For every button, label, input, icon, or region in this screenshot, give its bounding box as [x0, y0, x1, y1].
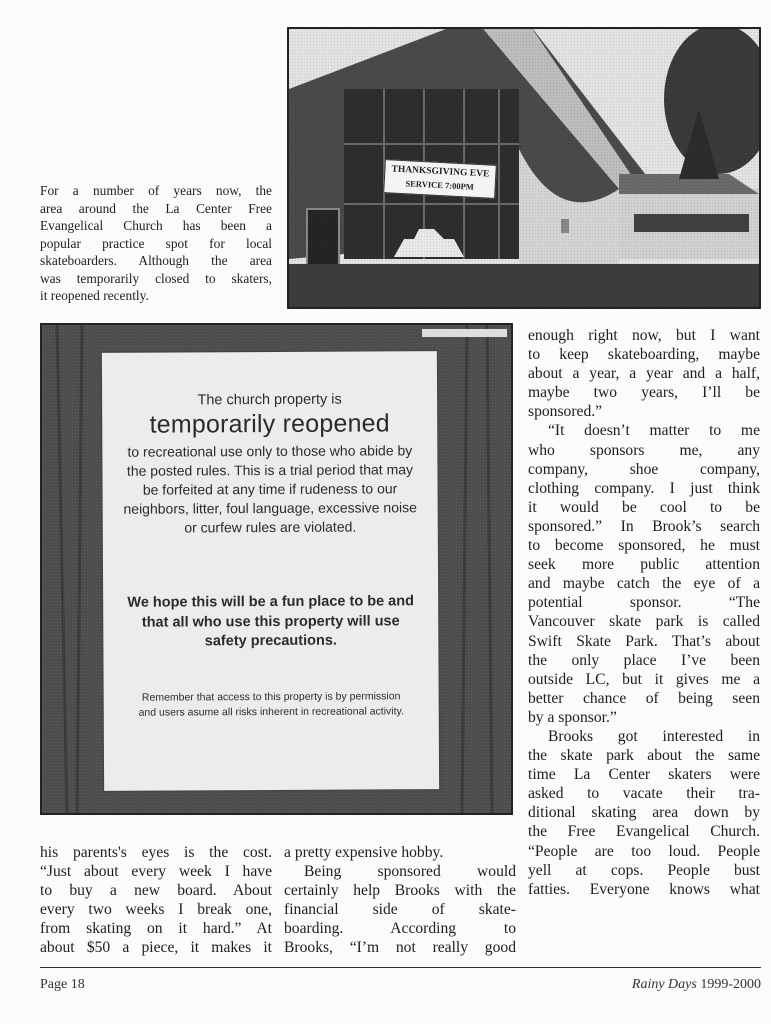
text-line: about a year, a year and a half,: [528, 365, 760, 383]
publication-credit: [632, 977, 761, 993]
text-line: to become sponsored, he must: [528, 537, 760, 555]
text-line: company, shoe company,: [528, 460, 760, 478]
church-illustration: [289, 29, 759, 307]
text-line: Swift Skate Park. That’s about: [528, 632, 760, 650]
text-line: the only place I’ve been: [528, 651, 760, 669]
text-line: yell at cops. People bust: [528, 861, 760, 879]
article-column-right: [528, 326, 760, 899]
text-line: boarding. According to: [284, 920, 516, 938]
text-line: time La Center skaters were: [528, 766, 760, 784]
article-column-left: [40, 843, 272, 958]
text-line: the Free Evangelical Church.: [528, 823, 760, 841]
text-line: ditional skating area down by: [528, 804, 760, 822]
text-line: clothing company. I just think: [528, 479, 760, 497]
banner-line-1: THANKSGIVING EVE: [391, 164, 490, 180]
caption-line: Evangelical Church has been a: [40, 218, 272, 233]
text-line: to keep skateboarding, maybe: [528, 346, 760, 364]
text-line: outside LC, but it gives me a: [528, 670, 760, 688]
text-line: “It doesn’t matter to me: [548, 422, 760, 440]
text-line: about $50 a piece, it makes it: [40, 939, 272, 957]
sign-photo: [40, 323, 513, 815]
text-line: fatties. Everyone knows what: [528, 880, 760, 898]
text-line: asked to vacate their tra-: [528, 785, 760, 803]
text-line: certainly help Brooks with the: [284, 882, 516, 900]
church-photo: [287, 27, 761, 309]
notice-small-print: Remember that access to this property is by permission and users asume all risks inherent in recreational activity.: [138, 690, 404, 719]
text-line: a pretty expensive hobby.: [284, 844, 444, 861]
publication-title: Rainy Days: [631, 977, 697, 992]
text-line: his parents's eyes is the cost.: [40, 844, 272, 861]
text-line: sponsored.” In Brook’s search: [528, 517, 760, 535]
caption-line: popular practice spot for local: [40, 235, 272, 251]
caption-line: area around the La Center Free: [40, 200, 272, 216]
text-line: enough right now, but I want: [528, 327, 760, 344]
text-line: potential sponsor. “The: [528, 594, 760, 612]
text-line: to buy a new board. About: [40, 882, 272, 900]
text-line: “People are too loud. People: [528, 842, 760, 860]
notice-body: to recreational use only to those who abide by the posted rules. This is a trial period that may be forfeited at any time if rudeness to our neighbors, litter, foul language, excessive noise or curfew rules are violated.: [123, 442, 417, 536]
caption-line: it reopened recently.: [40, 288, 149, 303]
text-line: who sponsors me, any: [528, 441, 760, 459]
caption-line: skateboarders. Although the area: [40, 253, 272, 268]
notice-headline: temporarily reopened: [149, 409, 390, 439]
text-line: better chance of being seen: [528, 689, 760, 707]
text-line: every two weeks I break one,: [40, 901, 272, 919]
text-line: “Just about every week I have: [40, 863, 272, 881]
page-number: Page 18: [40, 977, 85, 992]
text-line: maybe two years, I’ll be: [528, 384, 760, 402]
footer-rule: [40, 967, 761, 968]
photo-caption: [40, 182, 272, 305]
text-line: Vancouver skate park is called: [528, 613, 760, 631]
text-line: Being sponsored would: [304, 863, 516, 881]
text-line: seek more public attention: [528, 556, 760, 574]
text-line: sponsored.”: [528, 403, 603, 421]
notice-bold: We hope this will be a fun place to be and that all who use this property will use safety precautions.: [127, 593, 414, 650]
text-line: from skating on it hard.” At: [40, 920, 272, 938]
text-line: and maybe catch the eye of a: [528, 575, 760, 593]
text-line: financial side of skate-: [284, 901, 516, 919]
halftone-overlay: [289, 29, 759, 307]
text-line: the skate park about the same: [528, 747, 760, 765]
caption-line: For a number of years now, the: [40, 183, 272, 198]
posted-notice: [102, 351, 439, 791]
article-column-middle: [284, 843, 516, 958]
text-line: Brooks, “I’m not really good: [284, 939, 516, 957]
publication-years: 1999-2000: [700, 977, 761, 992]
caption-line: was temporarily closed to skaters,: [40, 270, 272, 286]
text-line: by a sponsor.”: [528, 708, 617, 726]
text-line: Brooks got interested in: [548, 727, 760, 745]
banner-line-2: SERVICE 7:00PM: [405, 178, 475, 192]
text-line: it would be cool to be: [528, 498, 760, 516]
notice-line-1: The church property is: [197, 391, 342, 409]
banner: [383, 159, 497, 199]
